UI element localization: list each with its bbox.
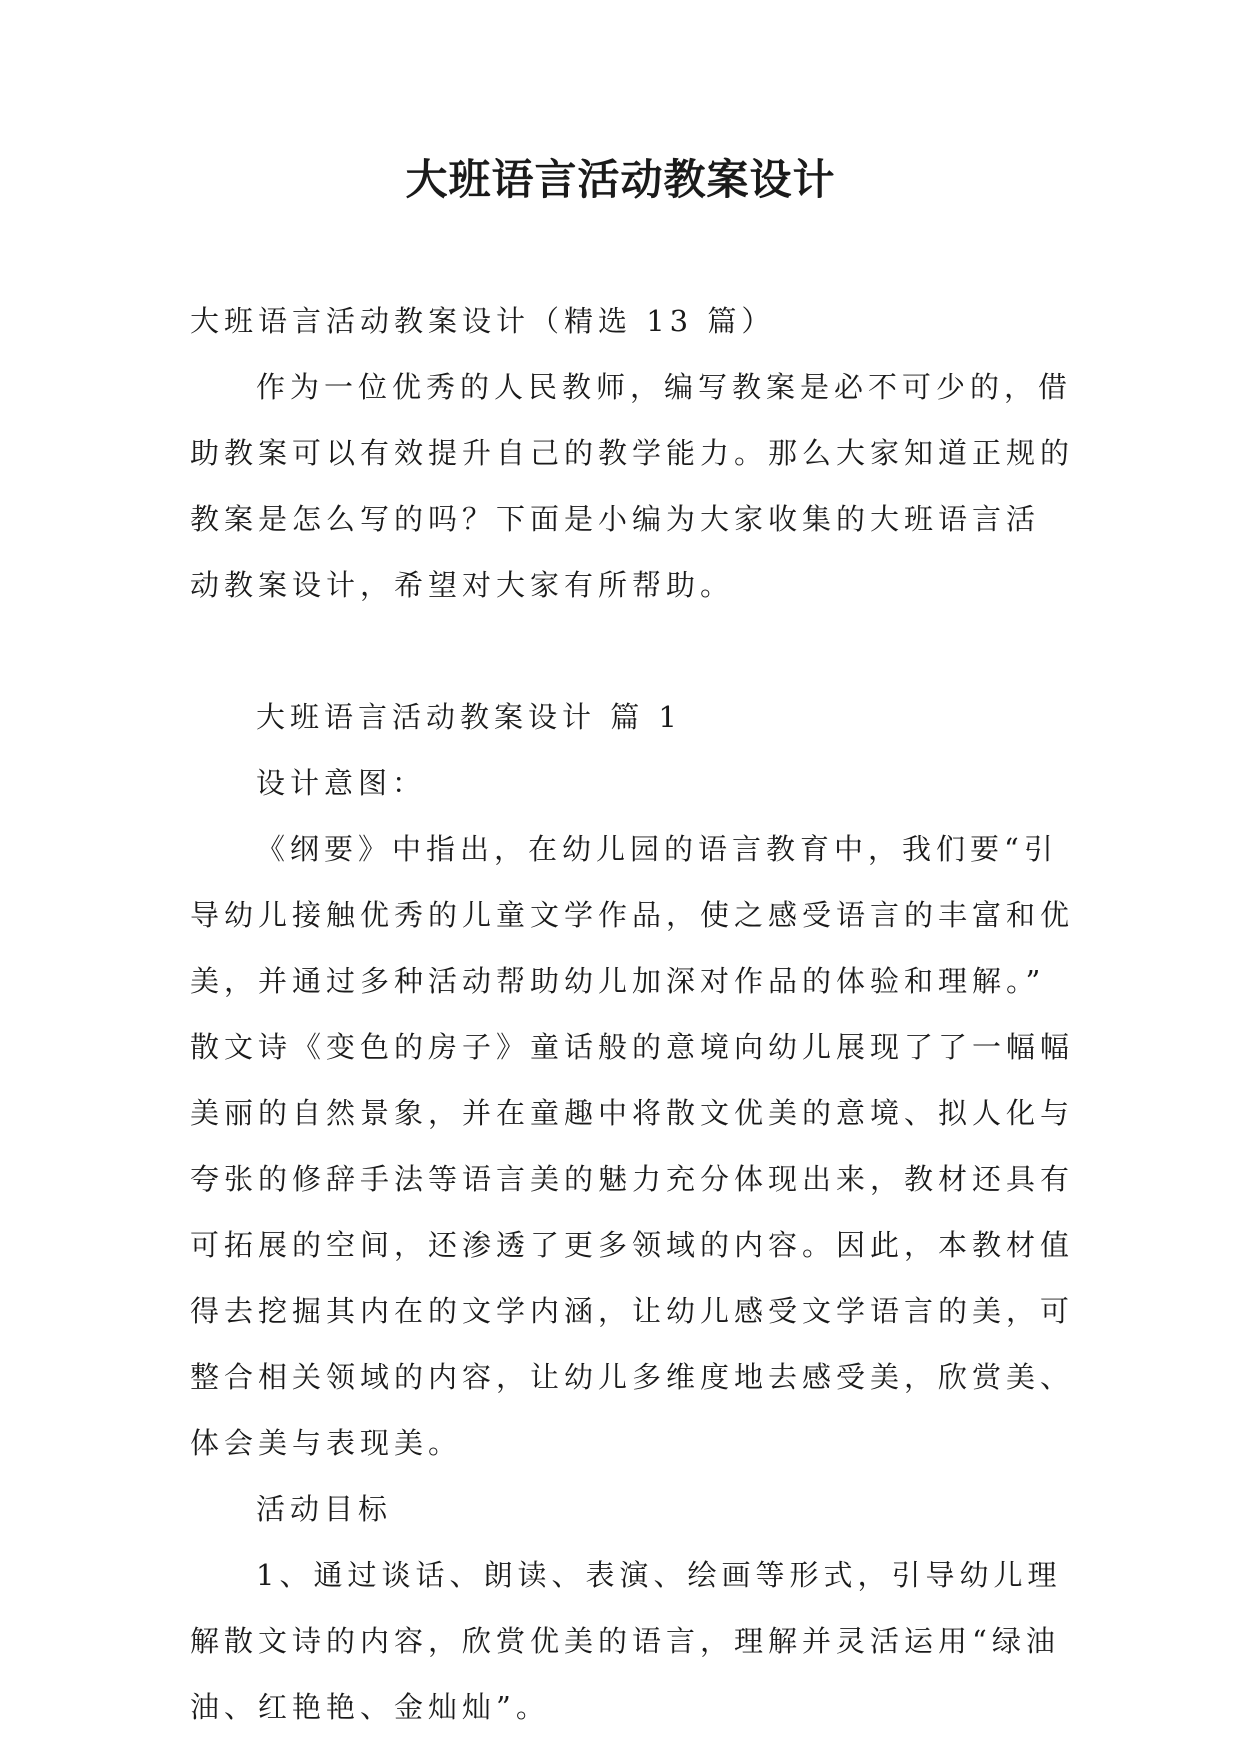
design-intent-line: 美丽的自然景象，并在童趣中将散文优美的意境、拟人化与 — [190, 1096, 1075, 1130]
goal-line: 1、通过谈话、朗读、表演、绘画等形式，引导幼儿理 — [256, 1558, 1062, 1592]
intro-line: 作为一位优秀的人民教师，编写教案是必不可少的，借 — [256, 370, 1073, 404]
goal-line: 油、红艳艳、金灿灿”。 — [190, 1690, 550, 1724]
goal-line: 解散文诗的内容，欣赏优美的语言，理解并灵活运用“绿油 — [190, 1624, 1060, 1658]
design-intent-line: 整合相关领域的内容，让幼儿多维度地去感受美，欣赏美、 — [190, 1360, 1075, 1394]
document-body — [190, 288, 1075, 1740]
design-intent-line: 可拓展的空间，还渗透了更多领域的内容。因此，本教材值 — [190, 1228, 1075, 1262]
design-intent-paragraph — [190, 816, 1075, 1476]
design-intent-label: 设计意图： — [256, 766, 427, 800]
design-intent-line: 体会美与表现美。 — [190, 1426, 463, 1460]
design-intent-line: 《纲要》中指出，在幼儿园的语言教育中，我们要“引 — [256, 832, 1058, 866]
document-title: 大班语言活动教案设计 — [405, 155, 836, 204]
intro-line: 动教案设计，希望对大家有所帮助。 — [190, 568, 735, 602]
design-intent-line: 美，并通过多种活动帮助幼儿加深对作品的体验和理解。” — [190, 964, 1046, 998]
intro-paragraph — [190, 354, 1075, 618]
design-intent-line: 散文诗《变色的房子》童话般的意境向幼儿展现了了一幅幅 — [190, 1030, 1075, 1064]
intro-line: 教案是怎么写的吗？下面是小编为大家收集的大班语言活 — [190, 502, 1041, 536]
intro-line: 助教案可以有效提升自己的教学能力。那么大家知道正规的 — [190, 436, 1075, 470]
paragraph-gap — [190, 618, 1060, 684]
document-subtitle: 大班语言活动教案设计（精选 13 篇） — [190, 304, 776, 338]
design-intent-line: 得去挖掘其内在的文学内涵，让幼儿感受文学语言的美，可 — [190, 1294, 1075, 1328]
design-intent-line: 导幼儿接触优秀的儿童文学作品，使之感受语言的丰富和优 — [190, 898, 1075, 932]
section-heading: 大班语言活动教案设计 篇 1 — [256, 700, 682, 734]
goal-1-paragraph — [190, 1542, 1060, 1740]
goals-label: 活动目标 — [256, 1492, 393, 1526]
design-intent-line: 夸张的修辞手法等语言美的魅力充分体现出来，教材还具有 — [190, 1162, 1075, 1196]
